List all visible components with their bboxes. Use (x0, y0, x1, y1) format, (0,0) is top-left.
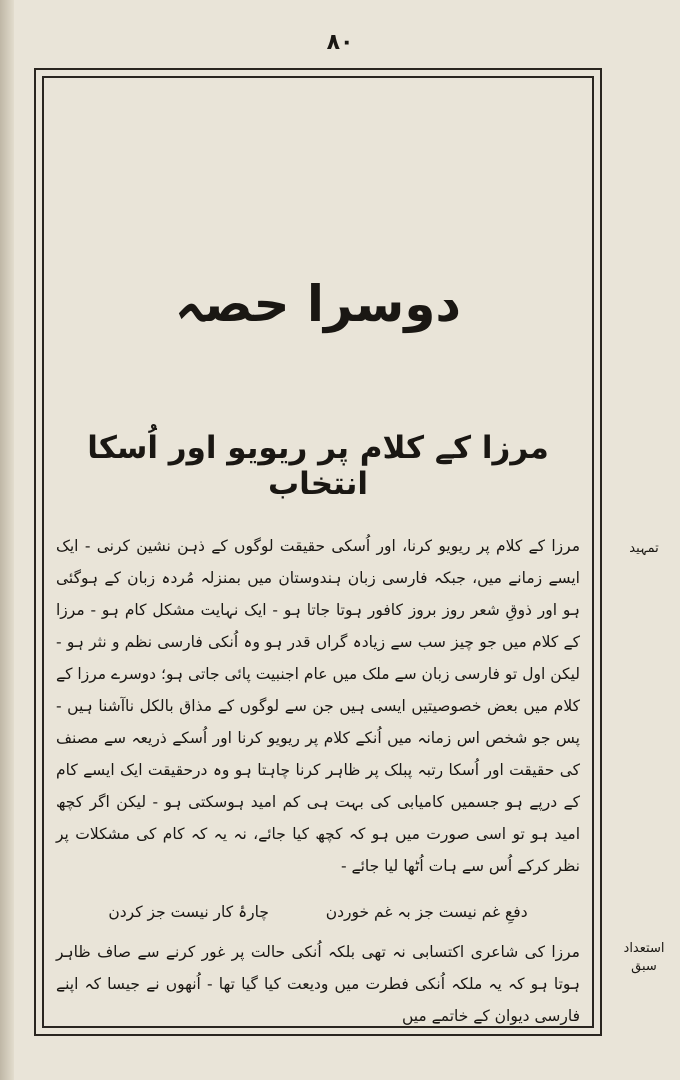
body-paragraph-1 (56, 530, 580, 882)
body-paragraph-2 (56, 936, 580, 1032)
chapter-subtitle: مرزا کے کلام پر ریویو اور اُسکا انتخاب (87, 430, 549, 502)
binding-shadow (0, 0, 14, 1080)
verse-hemistich-first: دفعِ غم نیست جز بہ غم خوردن (325, 903, 528, 921)
paragraph-text: مرزا کی شاعری اکتسابی نہ تھی بلکہ اُنکی حالت پر غور کرنے سے صاف ظاہر ہوتا ہو کہ یہ ملکہ اُنکی فطرت میں ودیعت کیا گیا تھا - اُنھوں نے جیسا کہ اپنے فارسی دیوان کے خاتمے میں (56, 943, 580, 1025)
margin-note-introduction: تمہید (629, 541, 659, 556)
persian-verse (56, 896, 580, 928)
page-number: ۸۰ (326, 30, 354, 55)
margin-note-talent-line2: سبق (631, 959, 657, 974)
section-title: دوسرا حصہ (174, 275, 462, 333)
margin-note-talent (614, 940, 674, 976)
margin-note-talent-line1: استعداد (623, 941, 665, 956)
paragraph-text: مرزا کے کلام پر ریویو کرنا، اور اُسکی حقیقت لوگوں کے ذہن نشین کرنی - ایک ایسے زمانے میں، جبکہ فارسی زبان ہندوستان میں بمنزلہ مُردہ زبان کے ہوگئی ہو اور ذوقِ شعر روز بروز کافور ہوتا جاتا ہو - ایک نہایت مشکل کام ہو - مرزا کے کلام میں جو چیز سب سے زیادہ گراں قدر ہو وہ اُنکی فارسی نظم و نثر ہو - لیکن اول تو فارسی زبان سے ملک میں عام اجنبیت پائی جاتی ہو؛ دوسرے مرزا کے کلام میں بعض خصوصیتیں ایسی ہیں جن سے لوگوں کے مذاق بالکل ناآشنا ہیں - پس جو شخص اس زمانہ میں اُنکے کلام پر ریویو کرنا اور اُسکے ذریعہ سے مصنف کی حقیقت اور اُسکا رتبہ پبلک پر ظاہر کرنا چاہتا ہو وہ درحقیقت ایک ایسے کام کے درپے ہو جسمیں کامیابی کی بہت ہی کم امید ہوسکتی ہو - لیکن اگر کچھ امید ہو تو اسی صورت میں ہو کہ کچھ کیا جائے، نہ یہ کہ کام کی مشکلات پر نظر کرکے اُس سے ہات اُٹھا لیا جائے - (56, 537, 580, 875)
verse-hemistich-second: چارۂ کار نیست جز کردن (108, 903, 269, 921)
